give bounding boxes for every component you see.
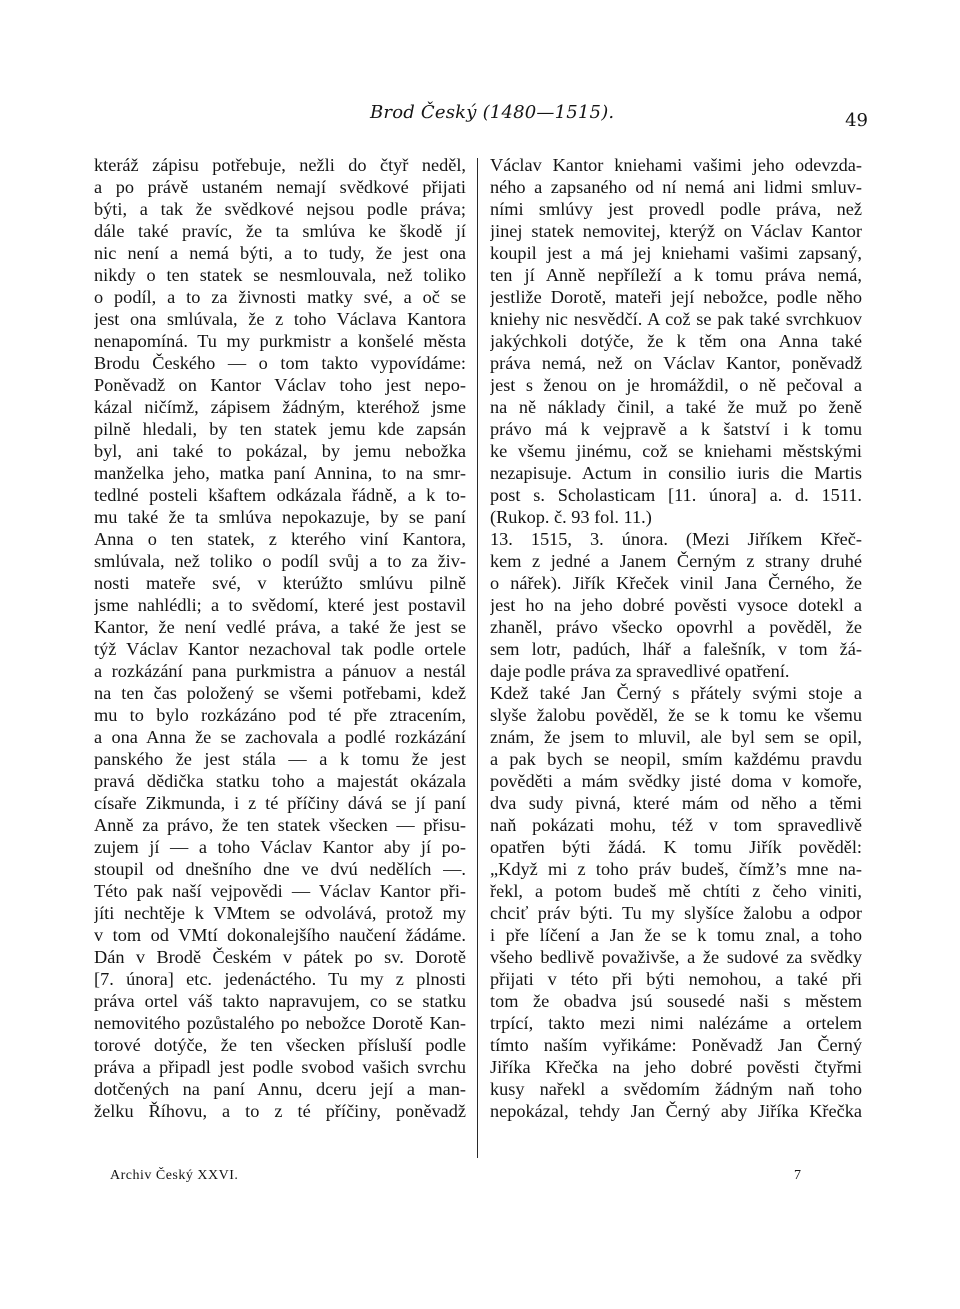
- text-line: jakýchkoli dotýče, že k těm ona Anna také: [490, 331, 862, 351]
- text-line: jíti nechtěje k VMtem se odvolává, protož my: [94, 903, 466, 923]
- text-line: chciť práv býti. Tu my slyšíce žalobu a odpor: [490, 903, 862, 923]
- text-line: opatřen býti žádá. K tomu Jiřík pověděl:: [490, 837, 862, 857]
- text-line: Této pak naší vejpovědi — Václav Kantor při-: [94, 881, 466, 901]
- text-line: jest ona smlúvala, že z toho Václava Kantora: [94, 309, 466, 329]
- text-line: manželka jeho, matka paní Annina, to na smr-: [94, 463, 466, 483]
- text-line: pilně hledali, by ten statek jemu kde zapsán: [94, 419, 466, 439]
- text-line: dotčených na paní Annu, dceru její a man-: [94, 1079, 466, 1099]
- signature-mark: Archiv Český XXVI.: [110, 1168, 239, 1183]
- text-line: nosti mateře své, v kterúžto smlúvu pilně: [94, 573, 466, 593]
- text-line: o nářek). Jiřík Křeček vinil Jana Černého, že: [490, 573, 862, 593]
- text-line: na ten čas položený se všemi potřebami, kdež: [94, 683, 466, 703]
- text-line: tímto naším vyřikáme: Poněvadž Jan Černý: [490, 1035, 862, 1055]
- text-line: tedlné posteli kšaftem odkázala řádně, a k to-: [94, 485, 466, 505]
- text-line: koupil jest a má jej kniehami vašimi zapsaný,: [490, 243, 862, 263]
- text-line: o podíl, a to za živnosti matky své, a oč se: [94, 287, 466, 307]
- text-line: dva sudy pivná, které mám od něho a těmi: [490, 793, 862, 813]
- text-line: řekl, a potom budeš mě chtíti z čeho viniti,: [490, 881, 862, 901]
- text-line: ními smlúvy jest provedl podle práva, než: [490, 199, 862, 219]
- text-line: jest s ženou on je hromáždil, o ně pečoval a: [490, 375, 862, 395]
- text-line: Brodu Českého — o tom takto vypovídáme:: [94, 353, 466, 373]
- text-line: Jiříka Křečka na jeho dobré pověsti čtyřmi: [490, 1057, 862, 1077]
- text-line: práva ortel váš takto napravujem, co se statku: [94, 991, 466, 1011]
- text-line: ného a zapsaného od ní nemá ani lidmi smluv-: [490, 177, 862, 197]
- text-line: a rozkázání pana purkmistra a pánuov a nestál: [94, 661, 466, 681]
- text-line: (Rukop. č. 93 fol. 11.): [490, 507, 652, 527]
- text-line: týž Václav Kantor nezachoval tak podle ortele: [94, 639, 466, 659]
- text-line: jestliže Dorotě, mateři její nebožce, podle něho: [490, 287, 862, 307]
- text-line: stoupil od dnešního dne ve dvú nedělích —.: [94, 859, 466, 879]
- text-line: nepokázal, tehdy Jan Černý aby Jiříka Křečka: [490, 1101, 862, 1121]
- page-number: 49: [845, 110, 868, 131]
- text-line: jsme nahlédli; a to svědomí, které jest postavil: [94, 595, 466, 615]
- text-line: nemovitého pozůstalého po nebožce Dorotě Kan-: [94, 1013, 466, 1033]
- text-line: všeho bedlivě považivše, a že sudové za svědky: [490, 947, 862, 967]
- text-line: byl, ani také to pokázal, by jemu nebožka: [94, 441, 466, 461]
- text-line: naň pokázati mohu, též v tom spravedlivě: [490, 815, 862, 835]
- text-line: znám, že jsem to mluvil, ale byl sem se opil,: [490, 727, 862, 747]
- left-text-column: [94, 154, 466, 1122]
- text-line: trpící, takto mezi nimi nalézáme a ortelem: [490, 1013, 862, 1033]
- text-line: pověděti a mám svědky jisté doma v komoře,: [490, 771, 862, 791]
- text-line: mu také že ta smlúva nepokazuje, by se paní: [94, 507, 466, 527]
- text-line: Anně za právo, že ten statek všecken — přisu-: [94, 815, 466, 835]
- text-line: přijati v této při býti nemohou, a také při: [490, 969, 862, 989]
- text-line: císaře Zikmunda, i z té příčiny dává se jí paní: [94, 793, 466, 813]
- text-line: právo má k vejpravě a k šatství i k tomu: [490, 419, 862, 439]
- text-line: jinej statek nemovitej, kterýž on Václav Kantor: [490, 221, 862, 241]
- text-line: práva a připadl jest podle svobod vašich svrchu: [94, 1057, 466, 1077]
- text-line: mu to bylo rozkázáno pod té pře ztracením,: [94, 705, 466, 725]
- text-line: a pak bych se neopil, smím každému pravdu: [490, 749, 862, 769]
- text-line: v tom od VMtí dokonalejšího naučení žádáme.: [94, 925, 466, 945]
- column-divider: [477, 158, 478, 1158]
- text-line: nezapisuje. Actum in consilio iuris die Martis: [490, 463, 862, 483]
- text-line: Poněvadž on Kantor Václav toho jest nepo-: [94, 375, 466, 395]
- text-line: sem lotr, padúch, lhář a falešník, v tom žá-: [490, 639, 862, 659]
- text-line: tom že obadva jsú sousedé naši s městem: [490, 991, 862, 1011]
- text-line: daje podle práva za spravedlivé opatření.: [490, 661, 790, 681]
- running-head: Brod Český (1480—1515).: [370, 102, 615, 123]
- text-line: kteráž zápisu potřebuje, nežli do čtyř neděl,: [94, 155, 466, 175]
- text-line: slyše žalobu pověděl, že se k tomu ke všemu: [490, 705, 862, 725]
- text-line: Kantor, že není vedlé práva, a také že jest se: [94, 617, 466, 637]
- text-line: býti, a tak že svědkové nejsou podle práva;: [94, 199, 466, 219]
- text-line: zhaněl, právo všecko opovrhl a pověděl, že: [490, 617, 862, 637]
- text-line: post s. Scholasticam [11. února] a. d. 1511.: [490, 485, 862, 505]
- text-line: kem z jedné a Janem Černým z strany druhé: [490, 551, 862, 571]
- text-line: želku Říhovu, a to z té příčiny, poněvadž: [94, 1101, 466, 1121]
- text-line: kusy nařekl a svědomím žádným naň toho: [490, 1079, 862, 1099]
- text-line: Václav Kantor kniehami vašimi jeho odevzda-: [490, 155, 862, 175]
- text-line: práva nemá, než on Václav Kantor, poněvadž: [490, 353, 862, 373]
- text-line: a po právě ustaném nemají svědkové přijati: [94, 177, 466, 197]
- text-line: nic není a nemá býti, a to tudy, že jest ona: [94, 243, 466, 263]
- text-line: kázal ničímž, zápisem žádným, kteréhož jsme: [94, 397, 466, 417]
- text-line: nikdy o ten statek se nesmlouvala, než toliko: [94, 265, 466, 285]
- text-line: torové dotýče, že ten všecken přísluší podle: [94, 1035, 466, 1055]
- text-line: [7. února] etc. jedenáctého. Tu my z plnosti: [94, 969, 466, 989]
- text-line: panského že jest stála — a k tomu že jest: [94, 749, 466, 769]
- text-line: dále také pravíc, že ta smlúva ke škodě jí: [94, 221, 466, 241]
- text-line: 13. 1515, 3. února. (Mezi Jiříkem Křeč-: [490, 529, 862, 549]
- text-line: i pře líčení a Jan že se k tomu znal, a toho: [490, 925, 862, 945]
- text-line: pravá dědička statku toho a majestát okázala: [94, 771, 466, 791]
- text-line: „Když mi z toho práv budeš, čímž’s mne na-: [490, 859, 862, 879]
- text-line: Kdež také Jan Černý s přátely svými stoje a: [490, 683, 862, 703]
- text-line: Anna o ten statek, z kterého viní Kantora,: [94, 529, 466, 549]
- right-text-column: [490, 154, 862, 1122]
- text-line: a ona Anna že se zachovala a podlé rozkázání: [94, 727, 466, 747]
- text-line: nenapomíná. Tu my purkmistr a konšelé města: [94, 331, 466, 351]
- text-line: jest ho na jeho dobré pověsti vysoce dotekl a: [490, 595, 862, 615]
- text-line: zujem jí — a toho Václav Kantor aby jí po-: [94, 837, 466, 857]
- text-line: ke všemu jinému, což se kniehami městskými: [490, 441, 862, 461]
- text-line: smlúvala, než toliko o podíl svůj a to za živ-: [94, 551, 466, 571]
- sheet-number: 7: [794, 1168, 801, 1183]
- text-line: Dán v Brodě Českém v pátek po sv. Dorotě: [94, 947, 466, 967]
- text-line: kniehy nic nesvědčí. A což se pak také svrchkuov: [490, 309, 862, 329]
- text-line: ten jí Anně nepříleží a k tomu práva nemá,: [490, 265, 862, 285]
- text-line: na ně náklady činil, a také že muž po ženě: [490, 397, 862, 417]
